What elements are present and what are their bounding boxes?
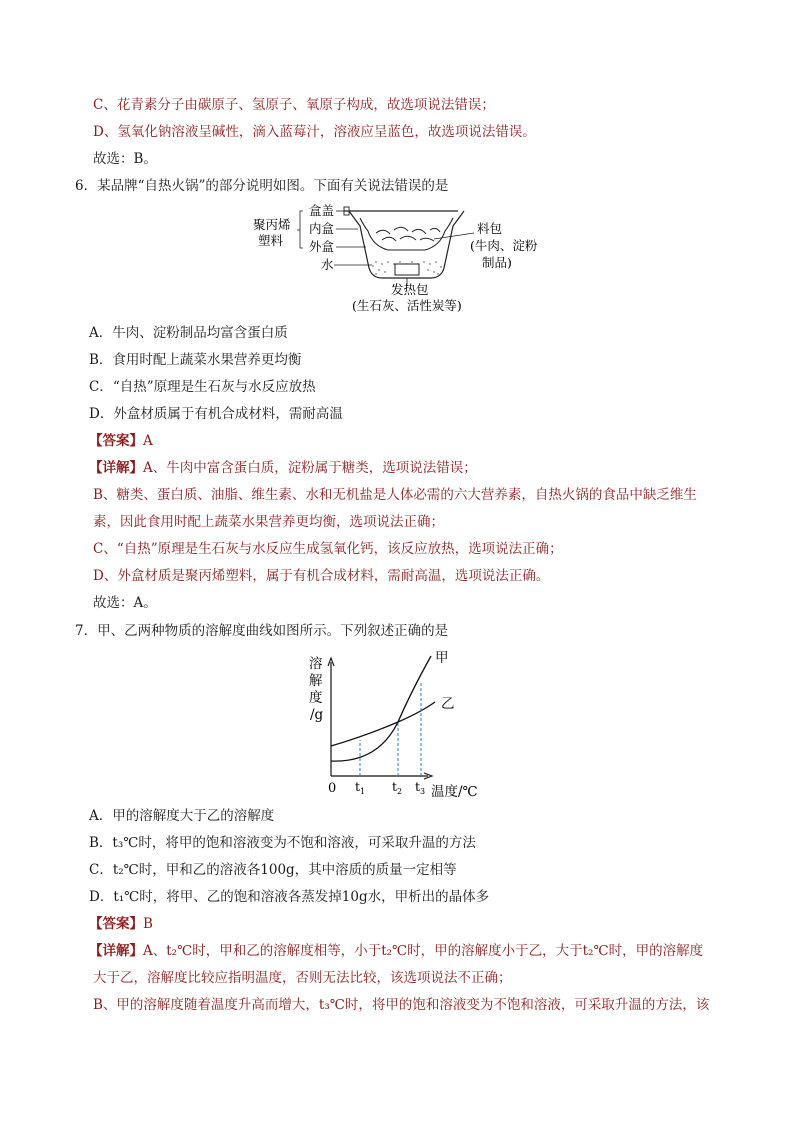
- label-heat-pack: 发热包: [391, 282, 429, 297]
- y-label-1: 溶: [309, 656, 323, 672]
- q6-detail-a: [89, 459, 477, 477]
- answer-value: A: [143, 433, 153, 449]
- q7-answer: [89, 915, 153, 933]
- origin-label: 0: [328, 781, 337, 796]
- q7-detail-b-1: B、甲的溶解度随着温度升高而增大，t₃℃时，将甲的饱和溶液变为不饱和溶液，可采取升温的方法，该: [93, 997, 710, 1013]
- label-food-pack-2: (牛肉、淀粉: [470, 238, 538, 253]
- detail-tag: 【详解】: [89, 943, 143, 959]
- curve-yi: [331, 702, 435, 746]
- label-food-pack: 料包: [477, 221, 503, 236]
- q7-option-b: B．t₃℃时，将甲的饱和溶液变为不饱和溶液，可采取升温的方法: [89, 835, 476, 851]
- detail-tag: 【详解】: [89, 460, 143, 476]
- prev-option-d-explanation: D、氢氧化钠溶液呈碱性，滴入蓝莓汁，溶液应呈蓝色，故选项说法错误。: [93, 124, 536, 140]
- answer-tag: 【答案】: [89, 916, 143, 932]
- label-outer-box: 外盒: [309, 239, 335, 254]
- q6-detail-b-1: B、糖类、蛋白质、油脂、维生素、水和无机盐是人体必需的六大营养素，自热火锅的食品中缺乏维生: [93, 487, 697, 503]
- q7-option-a: A．甲的溶解度大于乙的溶解度: [89, 808, 275, 824]
- label-food-pack-3: 制品): [482, 255, 512, 270]
- tick-t1: $t_1$: [355, 779, 366, 796]
- q7-detail-a-2: 大于乙，溶解度比较应指明温度，否则无法比较，该选项说法不正确；: [93, 970, 512, 986]
- label-lid: 盒盖: [309, 203, 335, 218]
- label-plastic-2: 塑料: [258, 233, 284, 248]
- q6-answer: [89, 432, 153, 450]
- q6-option-b: B．食用时配上蔬菜水果营养更均衡: [89, 352, 302, 368]
- q6-option-a: A．牛肉、淀粉制品均富含蛋白质: [89, 325, 288, 341]
- prev-choose: 故选：B。: [93, 151, 157, 167]
- q7-solubility-chart: [303, 648, 503, 804]
- tick-t3: $t_3$: [415, 779, 426, 796]
- series-jia-label: 甲: [435, 650, 449, 666]
- series-yi-label: 乙: [441, 696, 455, 712]
- prev-option-c-explanation: C、花青素分子由碳原子、氢原子、氧原子构成，故选项说法错误；: [93, 97, 495, 113]
- q6-detail-d: D、外盒材质是聚丙烯塑料，属于有机合成材料，需耐高温，选项说法正确。: [93, 568, 550, 584]
- y-label-4: /g: [310, 707, 324, 723]
- detail-a-text: A、牛肉中富含蛋白质，淀粉属于糖类，选项说法错误；: [143, 460, 477, 476]
- q7-option-d: D．t₁℃时，将甲、乙的饱和溶液各蒸发掉10g水，甲析出的晶体多: [89, 889, 490, 905]
- q7-stem: 7．甲、乙两种物质的溶解度曲线如图所示。下列叙述正确的是: [75, 623, 449, 639]
- label-inner-box: 内盒: [309, 221, 335, 236]
- q6-choose: 故选：A。: [93, 595, 157, 611]
- q6-detail-b-2: 素，因此食用时配上蔬菜水果营养更均衡，选项说法正确；: [93, 514, 444, 530]
- x-axis-label: 温度/℃: [431, 784, 478, 800]
- label-heat-pack-2: (生石灰、活性炭等): [352, 298, 462, 313]
- q6-figure-hotpot: [248, 198, 548, 313]
- y-label-2: 解: [309, 673, 323, 689]
- label-water: 水: [321, 257, 334, 272]
- q6-detail-c: C、“自热”原理是生石灰与水反应生成氢氧化钙，该反应放热，选项说法正确；: [93, 541, 563, 557]
- q6-option-d: D．外盒材质属于有机合成材料，需耐高温: [89, 406, 343, 422]
- answer-value: B: [143, 916, 153, 932]
- curve-jia: [331, 656, 431, 761]
- detail-a1-text: A、t₂℃时，甲和乙的溶解度相等，小于t₂℃时，甲的溶解度小于乙，大于t₂℃时，甲的溶解度: [143, 943, 704, 959]
- answer-tag: 【答案】: [89, 433, 143, 449]
- q7-option-c: C．t₂℃时，甲和乙的溶液各100g，其中溶质的质量一定相等: [89, 862, 457, 878]
- y-label-3: 度: [309, 690, 323, 706]
- label-plastic-1: 聚丙烯: [253, 217, 291, 232]
- q6-stem: 6．某品牌“自热火锅”的部分说明如图。下面有关说法错误的是: [75, 178, 449, 194]
- q7-detail-a-1: [89, 942, 703, 960]
- q6-option-c: C．“自热”原理是生石灰与水反应放热: [89, 379, 316, 395]
- tick-t2: $t_2$: [392, 779, 403, 796]
